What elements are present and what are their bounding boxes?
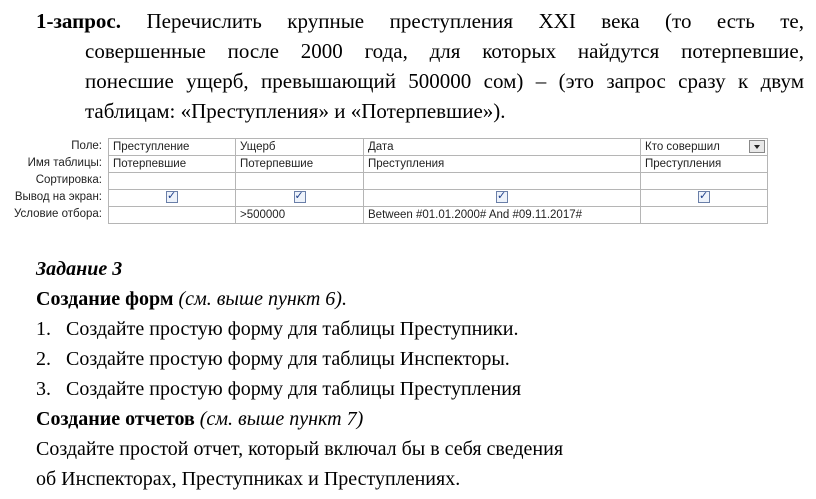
show-checkbox[interactable] bbox=[166, 191, 178, 203]
intro-line-1: 1-запрос. Перечислить крупные преступления XXI века (то есть те, bbox=[36, 9, 805, 33]
row-label-show: Вывод на экран: bbox=[14, 191, 102, 203]
forms-note: (см. выше пункт 6). bbox=[178, 288, 347, 310]
grid-row-show bbox=[109, 190, 768, 207]
list-item: 2. Создайте простую форму для таблицы Инспекторы. bbox=[36, 348, 510, 370]
field-cell[interactable]: Дата bbox=[364, 139, 641, 156]
reports-text-line-1: Создайте простой отчет, который включал бы в себя сведения bbox=[36, 438, 564, 460]
show-cell bbox=[364, 190, 641, 207]
row-label-field: Поле: bbox=[71, 140, 102, 152]
list-item: 1. Создайте простую форму для таблицы Преступники. bbox=[36, 318, 519, 340]
intro-line-4: таблицам: «Преступления» и «Потерпевшие»). bbox=[85, 99, 506, 123]
task-title: Задание 3 bbox=[36, 258, 123, 280]
list-item: 3. Создайте простую форму для таблицы Преступления bbox=[36, 378, 522, 400]
forms-heading: Создание форм bbox=[36, 288, 174, 310]
task-section bbox=[36, 254, 806, 494]
query-grid-table bbox=[108, 138, 768, 224]
sort-cell[interactable] bbox=[641, 173, 768, 190]
show-checkbox[interactable] bbox=[496, 191, 508, 203]
show-cell bbox=[109, 190, 236, 207]
row-label-sort: Сортировка: bbox=[35, 174, 102, 186]
field-cell[interactable]: Ущерб bbox=[236, 139, 364, 156]
forms-heading-line bbox=[36, 284, 806, 314]
criteria-cell[interactable] bbox=[109, 207, 236, 224]
show-cell bbox=[236, 190, 364, 207]
reports-note: (см. выше пункт 7) bbox=[199, 408, 364, 430]
intro-line-2: совершенные после 2000 года, для которых найдутся потерпевшие, bbox=[85, 39, 804, 63]
query-label: 1-запрос. bbox=[36, 9, 122, 33]
criteria-cell[interactable]: Between #01.01.2000# And #09.11.2017# bbox=[364, 207, 641, 224]
sort-cell[interactable] bbox=[364, 173, 641, 190]
table-cell[interactable]: Потерпевшие bbox=[109, 156, 236, 173]
query-row-labels bbox=[0, 138, 106, 223]
sort-cell[interactable] bbox=[236, 173, 364, 190]
table-cell[interactable]: Преступления bbox=[364, 156, 641, 173]
criteria-cell[interactable] bbox=[641, 207, 768, 224]
intro-line-3: понесшие ущерб, превышающий 500000 сом) – (это запрос сразу к двум bbox=[85, 69, 804, 93]
show-checkbox[interactable] bbox=[698, 191, 710, 203]
grid-row-field bbox=[109, 139, 768, 156]
chevron-down-icon[interactable] bbox=[749, 140, 765, 153]
field-cell[interactable]: Преступление bbox=[109, 139, 236, 156]
row-label-table: Имя таблицы: bbox=[27, 157, 102, 169]
criteria-cell[interactable]: >500000 bbox=[236, 207, 364, 224]
show-checkbox[interactable] bbox=[294, 191, 306, 203]
grid-row-sort bbox=[109, 173, 768, 190]
sort-cell[interactable] bbox=[109, 173, 236, 190]
row-label-criteria: Условие отбора: bbox=[13, 208, 102, 220]
show-cell bbox=[641, 190, 768, 207]
field-cell[interactable]: Кто совершил bbox=[641, 139, 768, 156]
reports-heading-line bbox=[36, 404, 806, 434]
grid-row-criteria bbox=[109, 207, 768, 224]
table-cell[interactable]: Потерпевшие bbox=[236, 156, 364, 173]
intro-paragraph bbox=[36, 6, 804, 126]
query-design-grid bbox=[0, 138, 770, 230]
table-cell[interactable]: Преступления bbox=[641, 156, 768, 173]
grid-row-table bbox=[109, 156, 768, 173]
reports-heading: Создание отчетов bbox=[36, 408, 195, 430]
reports-text-line-2: об Инспекторах, Преступниках и Преступлениях. bbox=[36, 468, 461, 490]
